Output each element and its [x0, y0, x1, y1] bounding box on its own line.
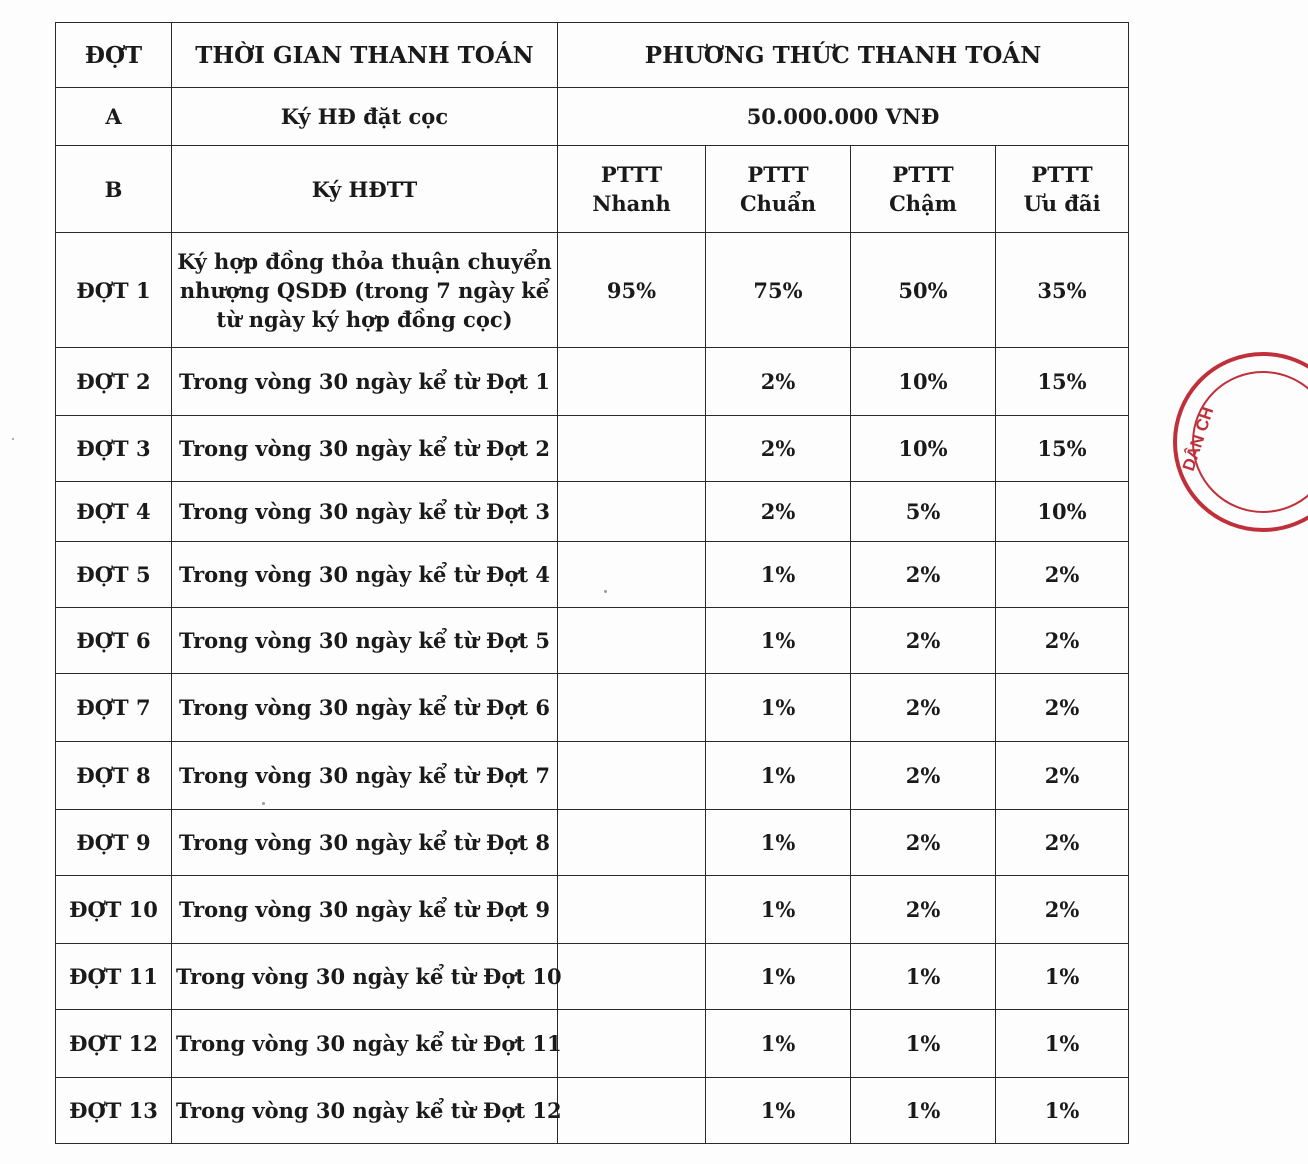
installment-label: ĐỢT 12	[56, 1010, 172, 1078]
value-standard: 1%	[706, 1010, 851, 1078]
stamp-text: DÂN CH	[1178, 404, 1218, 474]
installment-row-6	[56, 608, 1129, 674]
installment-time: Trong vòng 30 ngày kể từ Đợt 6	[172, 674, 558, 742]
installment-label: ĐỢT 7	[56, 674, 172, 742]
value-fast	[558, 348, 706, 416]
value-slow: 10%	[851, 348, 996, 416]
installment-label: ĐỢT 13	[56, 1078, 172, 1144]
value-slow: 1%	[851, 944, 996, 1010]
method-preferential	[996, 146, 1129, 233]
row-b-label: B	[56, 146, 172, 233]
red-seal-stamp	[1168, 352, 1308, 532]
value-preferential: 2%	[996, 608, 1129, 674]
method-standard-line1: PTTT	[747, 162, 809, 187]
value-standard: 2%	[706, 348, 851, 416]
value-standard: 1%	[706, 944, 851, 1010]
installment-row-4	[56, 482, 1129, 542]
installment-time: Trong vòng 30 ngày kể từ Đợt 12	[172, 1078, 558, 1144]
installment-row-3	[56, 416, 1129, 482]
value-preferential: 15%	[996, 416, 1129, 482]
method-preferential-line1: PTTT	[1031, 162, 1093, 187]
installment-label: ĐỢT 2	[56, 348, 172, 416]
installment-time: Trong vòng 30 ngày kể từ Đợt 5	[172, 608, 558, 674]
header-dot: ĐỢT	[56, 23, 172, 88]
value-fast	[558, 1010, 706, 1078]
value-preferential: 2%	[996, 876, 1129, 944]
value-slow: 2%	[851, 810, 996, 876]
installment-row-10	[56, 876, 1129, 944]
value-preferential: 1%	[996, 1010, 1129, 1078]
value-preferential: 2%	[996, 742, 1129, 810]
method-standard	[706, 146, 851, 233]
payment-schedule-table	[55, 22, 1129, 1144]
value-slow: 10%	[851, 416, 996, 482]
time-line-1: Ký hợp đồng thỏa thuận chuyển	[177, 248, 552, 274]
installment-label: ĐỢT 11	[56, 944, 172, 1010]
value-standard: 1%	[706, 608, 851, 674]
installment-label: ĐỢT 5	[56, 542, 172, 608]
value-standard: 1%	[706, 542, 851, 608]
method-slow-line1: PTTT	[892, 162, 954, 187]
value-preferential: 15%	[996, 348, 1129, 416]
installment-row-11	[56, 944, 1129, 1010]
installment-row-7	[56, 674, 1129, 742]
value-preferential: 35%	[996, 233, 1129, 348]
value-standard: 1%	[706, 810, 851, 876]
value-fast	[558, 1078, 706, 1144]
value-slow: 5%	[851, 482, 996, 542]
value-standard: 75%	[706, 233, 851, 348]
value-standard: 2%	[706, 482, 851, 542]
installment-time: Trong vòng 30 ngày kể từ Đợt 3	[172, 482, 558, 542]
value-fast	[558, 608, 706, 674]
installment-label: ĐỢT 8	[56, 742, 172, 810]
method-preferential-line2: Ưu đãi	[1023, 191, 1101, 216]
deposit-row	[56, 88, 1129, 146]
installment-row-9	[56, 810, 1129, 876]
method-fast-line2: Nhanh	[592, 191, 671, 216]
installment-row-1	[56, 233, 1129, 348]
value-slow: 2%	[851, 674, 996, 742]
installment-time: Trong vòng 30 ngày kể từ Đợt 7	[172, 742, 558, 810]
value-fast	[558, 742, 706, 810]
installment-time: Trong vòng 30 ngày kể từ Đợt 4	[172, 542, 558, 608]
installment-time: Trong vòng 30 ngày kể từ Đợt 1	[172, 348, 558, 416]
installment-label: ĐỢT 4	[56, 482, 172, 542]
time-line-3: từ ngày ký hợp đồng cọc)	[216, 306, 513, 332]
scan-speck	[12, 438, 14, 440]
value-fast	[558, 542, 706, 608]
installment-row-12	[56, 1010, 1129, 1078]
value-preferential: 1%	[996, 1078, 1129, 1144]
method-fast-line1: PTTT	[600, 162, 663, 187]
row-a-time: Ký HĐ đặt cọc	[172, 88, 558, 146]
value-standard: 1%	[706, 742, 851, 810]
value-slow: 2%	[851, 876, 996, 944]
value-preferential: 10%	[996, 482, 1129, 542]
header-payment-method: PHƯƠNG THỨC THANH TOÁN	[558, 23, 1129, 88]
row-a-label: A	[56, 88, 172, 146]
value-preferential: 1%	[996, 944, 1129, 1010]
installment-time: Trong vòng 30 ngày kể từ Đợt 10	[172, 944, 558, 1010]
value-standard: 2%	[706, 416, 851, 482]
value-fast	[558, 810, 706, 876]
installment-label: ĐỢT 10	[56, 876, 172, 944]
value-slow: 1%	[851, 1010, 996, 1078]
value-preferential: 2%	[996, 542, 1129, 608]
value-fast	[558, 674, 706, 742]
installment-label: ĐỢT 3	[56, 416, 172, 482]
installment-time: Trong vòng 30 ngày kể từ Đợt 8	[172, 810, 558, 876]
value-fast: 95%	[558, 233, 706, 348]
scan-speck	[604, 590, 607, 593]
value-fast	[558, 876, 706, 944]
time-line-2: nhượng QSDĐ (trong 7 ngày kể	[179, 277, 550, 303]
value-slow: 2%	[851, 608, 996, 674]
row-b-time: Ký HĐTT	[172, 146, 558, 233]
scan-speck	[262, 802, 265, 805]
installment-label: ĐỢT 9	[56, 810, 172, 876]
installment-row-8	[56, 742, 1129, 810]
deposit-amount: 50.000.000 VNĐ	[558, 88, 1129, 146]
method-standard-line2: Chuẩn	[739, 191, 817, 216]
method-slow	[851, 146, 996, 233]
value-standard: 1%	[706, 1078, 851, 1144]
method-slow-line2: Chậm	[889, 191, 957, 216]
value-fast	[558, 482, 706, 542]
value-fast	[558, 416, 706, 482]
value-slow: 1%	[851, 1078, 996, 1144]
installment-row-13	[56, 1078, 1129, 1144]
value-slow: 2%	[851, 542, 996, 608]
installment-label: ĐỢT 6	[56, 608, 172, 674]
value-standard: 1%	[706, 674, 851, 742]
installment-row-5	[56, 542, 1129, 608]
value-slow: 2%	[851, 742, 996, 810]
value-preferential: 2%	[996, 674, 1129, 742]
value-slow: 50%	[851, 233, 996, 348]
value-standard: 1%	[706, 876, 851, 944]
installment-time	[172, 233, 558, 348]
method-fast	[558, 146, 706, 233]
installment-time: Trong vòng 30 ngày kể từ Đợt 2	[172, 416, 558, 482]
installment-row-2	[56, 348, 1129, 416]
value-fast	[558, 944, 706, 1010]
header-payment-time: THỜI GIAN THANH TOÁN	[172, 23, 558, 88]
header-row	[56, 23, 1129, 88]
installment-label: ĐỢT 1	[56, 233, 172, 348]
contract-row	[56, 146, 1129, 233]
installment-time: Trong vòng 30 ngày kể từ Đợt 11	[172, 1010, 558, 1078]
value-preferential: 2%	[996, 810, 1129, 876]
installment-time: Trong vòng 30 ngày kể từ Đợt 9	[172, 876, 558, 944]
